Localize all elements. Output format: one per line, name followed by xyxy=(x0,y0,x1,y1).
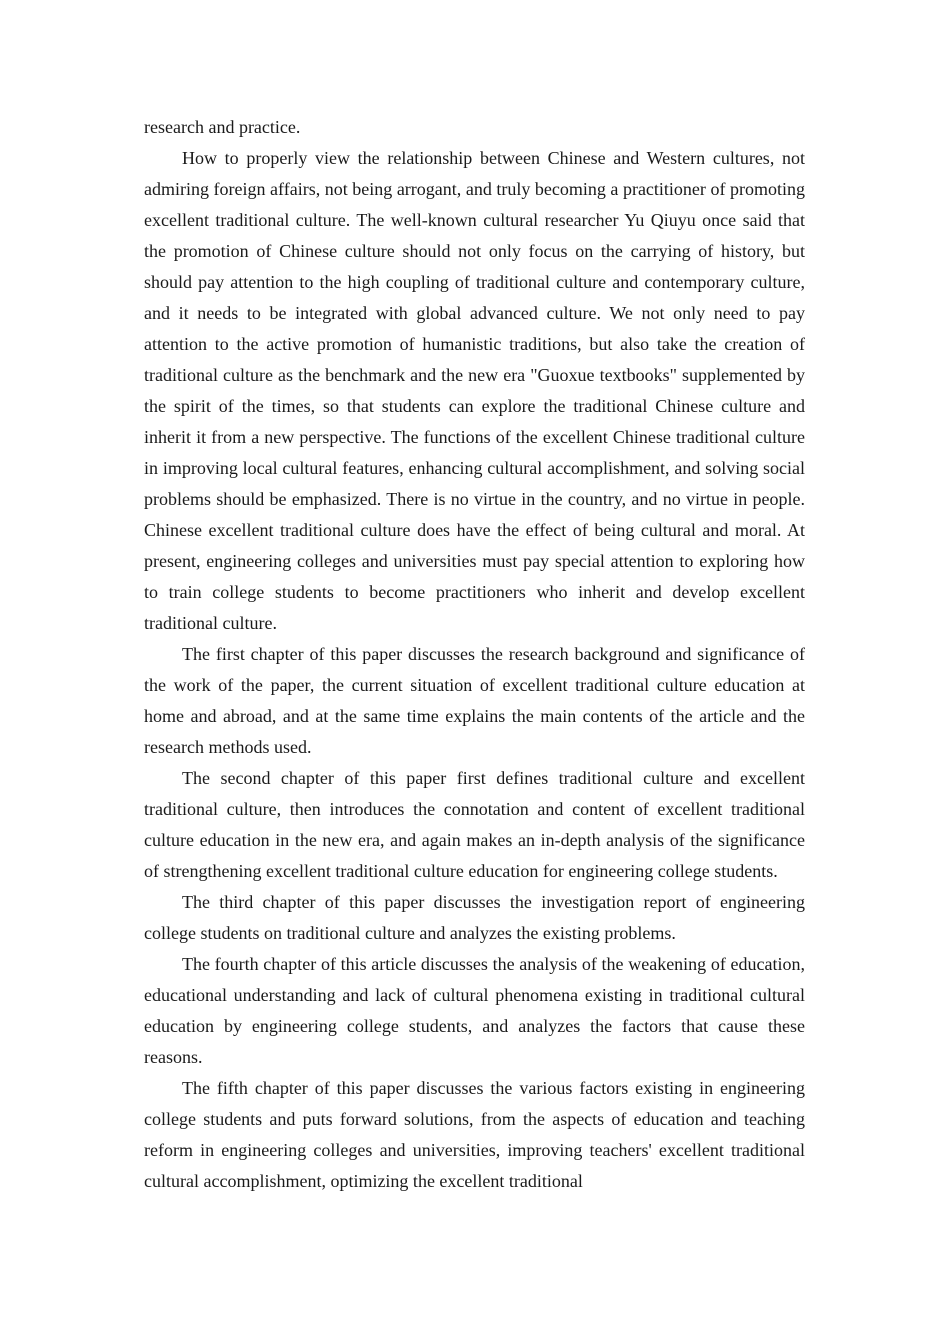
paragraph-second-chapter: The second chapter of this paper first defines traditional culture and excellent traditional culture, then introduces the connotation and content of excellent traditional culture education in the new era, and again makes an in-depth analysis of the significance of strengthening excellent traditional culture education for engineering college students. xyxy=(144,768,805,881)
paragraph-third-chapter: The third chapter of this paper discusses the investigation report of engineering college students on traditional culture and analyzes the existing problems. xyxy=(144,892,805,943)
paragraph-continuation: research and practice. xyxy=(144,117,301,137)
document-page xyxy=(144,112,805,1197)
paragraph-fourth-chapter: The fourth chapter of this article discusses the analysis of the weakening of education, educational understanding and lack of cultural phenomena existing in traditional cultural education by engineering college students, and analyzes the factors that cause these reasons. xyxy=(144,954,805,1067)
paragraph-fifth-chapter: The fifth chapter of this paper discusses the various factors existing in engineering college students and puts forward solutions, from the aspects of education and teaching reform in engineering colleges and universities, improving teachers' excellent traditional cultural accomplishment, optimizing the excellent traditional xyxy=(144,1078,805,1191)
paragraph-first-chapter: The first chapter of this paper discusses the research background and significance of the work of the paper, the current situation of excellent traditional culture education at home and abroad, and at the same time explains the main contents of the article and the research methods used. xyxy=(144,644,805,757)
paragraph-chinese-western-cultures: How to properly view the relationship between Chinese and Western cultures, not admiring foreign affairs, not being arrogant, and truly becoming a practitioner of promoting excellent traditional culture. The well-known cultural researcher Yu Qiuyu once said that the promotion of Chinese culture should not only focus on the carrying of history, but should pay attention to the high coupling of traditional culture and contemporary culture, and it needs to be integrated with global advanced culture. We not only need to pay attention to the active promotion of humanistic traditions, but also take the creation of traditional culture as the benchmark and the new era "Guoxue textbooks" supplemented by the spirit of the times, so that students can explore the traditional Chinese culture and inherit it from a new perspective. The functions of the excellent Chinese traditional culture in improving local cultural features, enhancing cultural accomplishment, and solving social problems should be emphasized. There is no virtue in the country, and no virtue in people. Chinese excellent traditional culture does have the effect of being cultural and moral. At present, engineering colleges and universities must pay special attention to exploring how to train college students to become practitioners who inherit and develop excellent traditional culture. xyxy=(144,148,805,633)
